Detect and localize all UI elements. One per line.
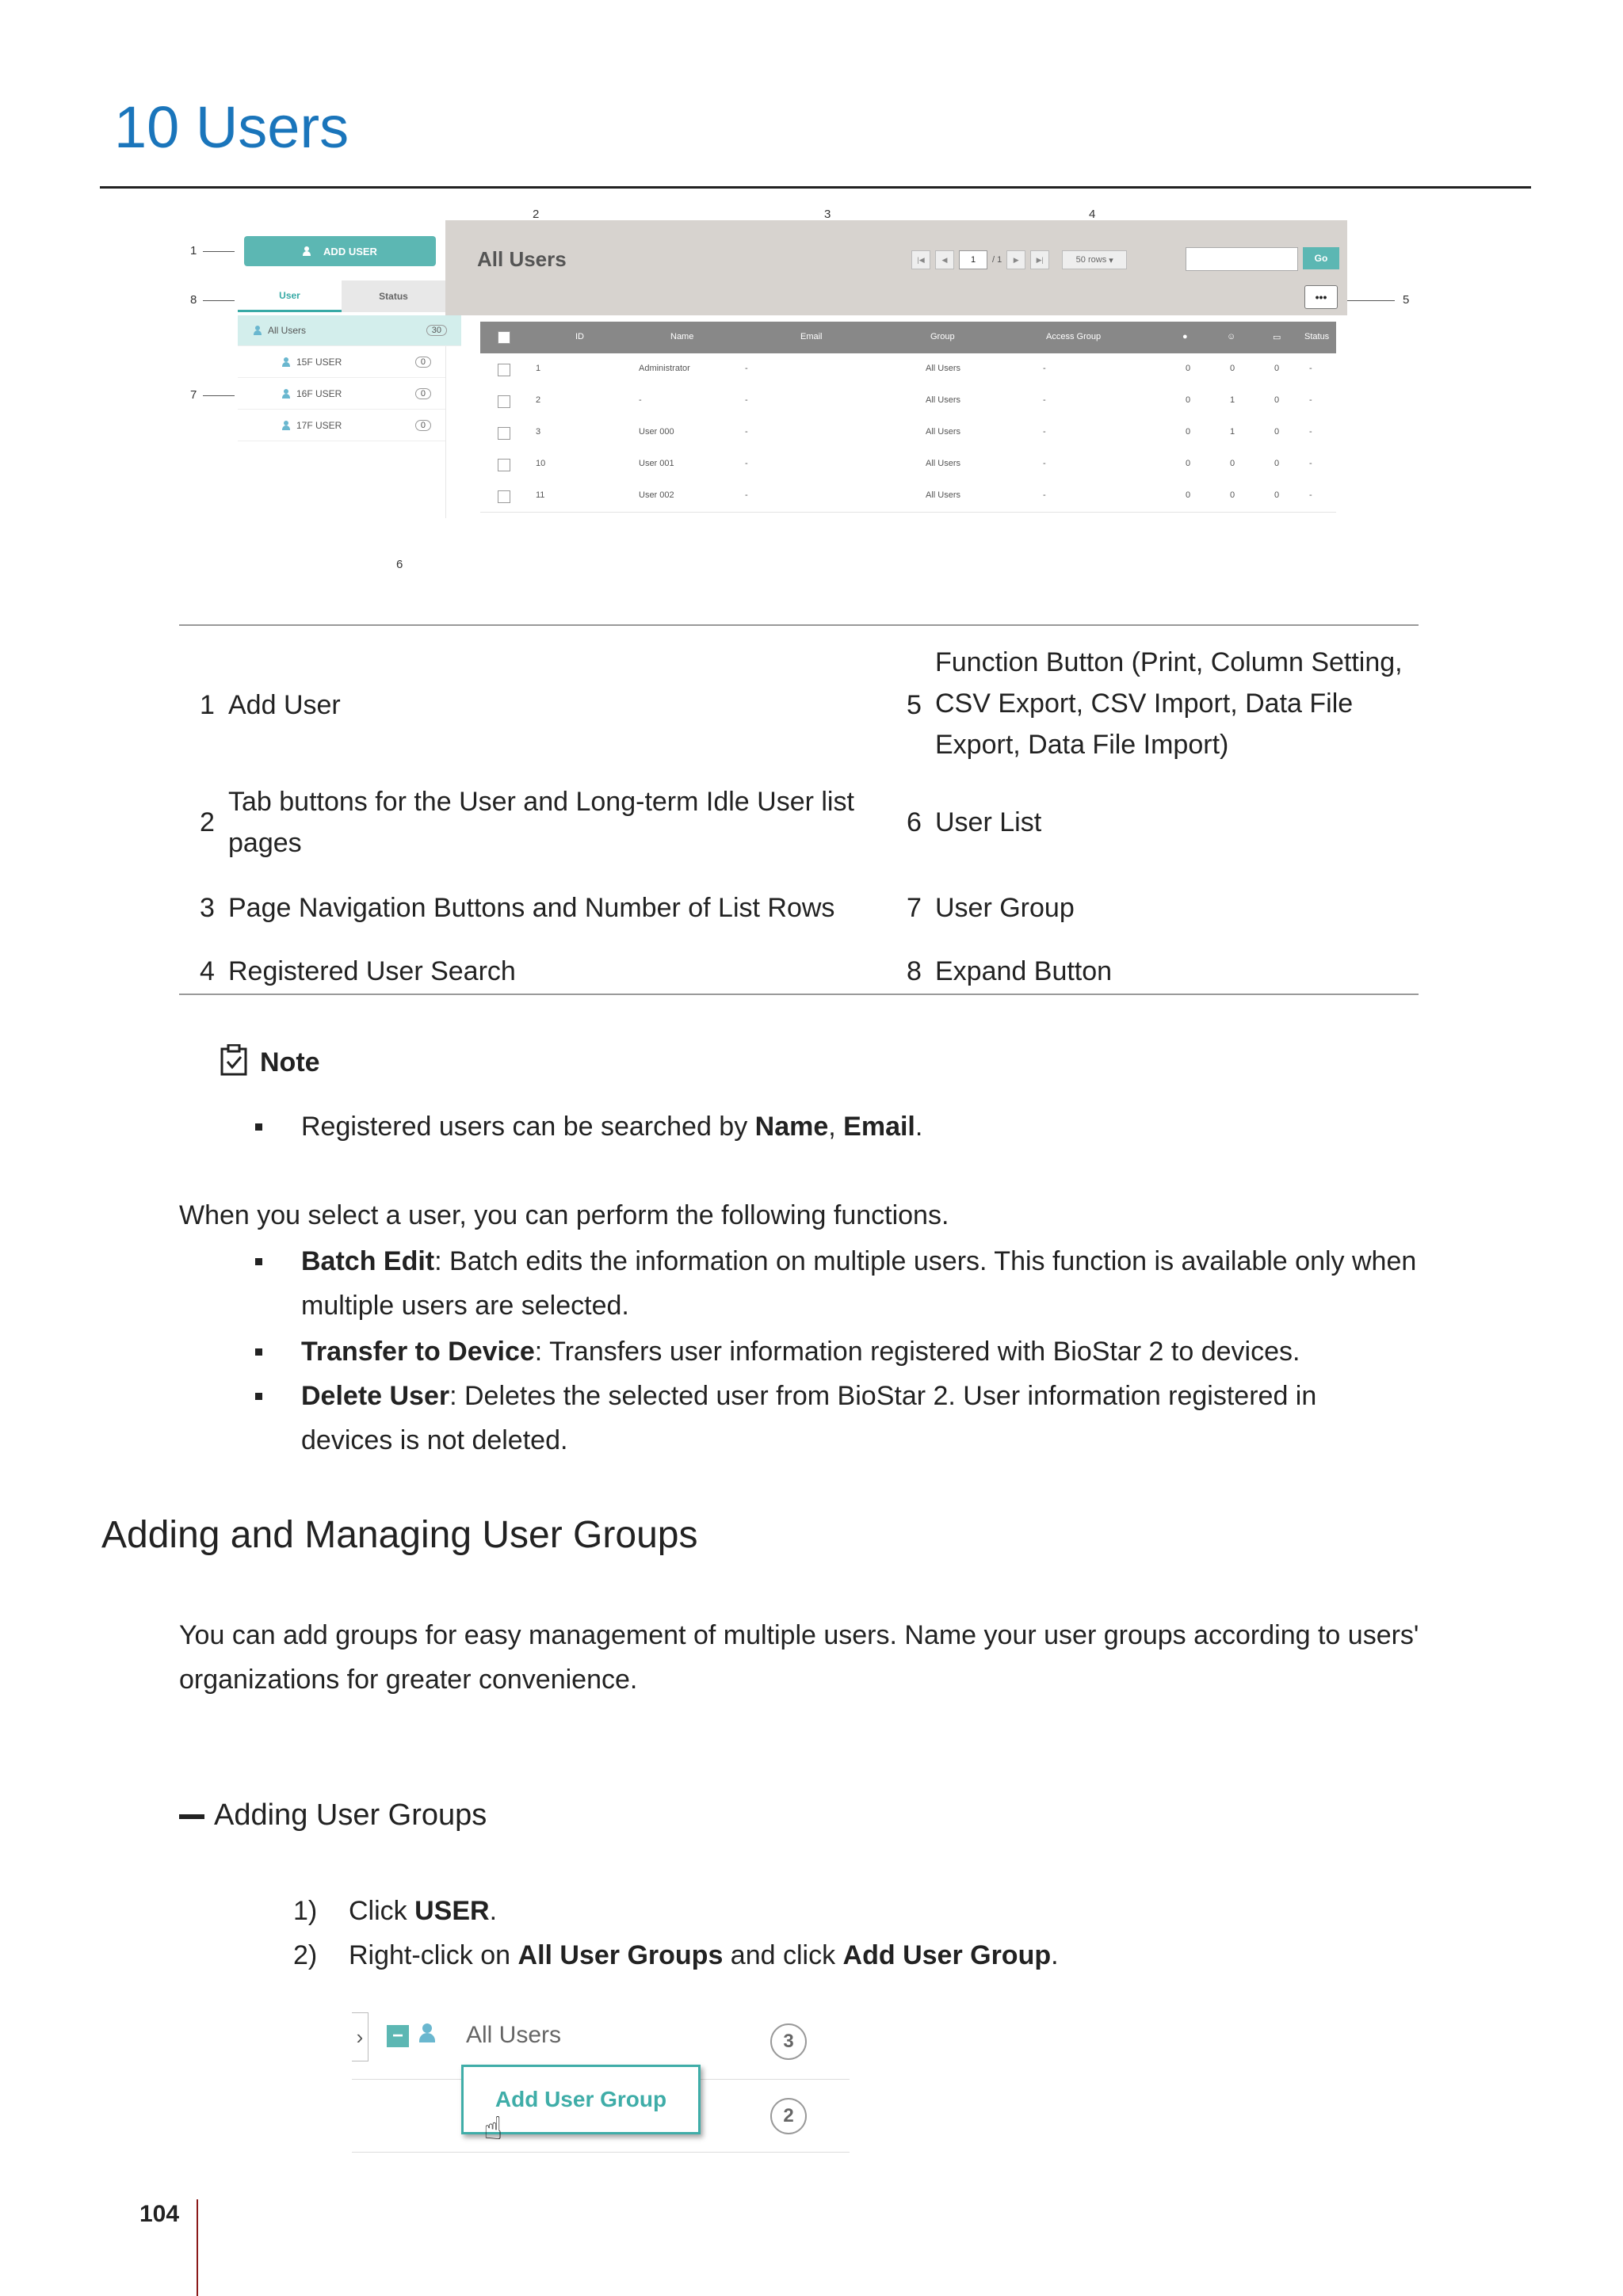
callout-line (203, 300, 235, 301)
function-desc: : Batch edits the information on multiple users. This function is available only when (434, 1246, 1417, 1276)
cell-b: 1 (1230, 395, 1235, 405)
cell-group: All Users (926, 364, 961, 373)
first-page-button[interactable]: |◀ (911, 250, 930, 269)
page-number: 104 (139, 2201, 180, 2227)
dash-icon (179, 1814, 204, 1819)
step-text: and click (723, 1940, 843, 1970)
add-user-button[interactable] (244, 236, 436, 266)
cell-email: - (745, 364, 748, 373)
tab-status[interactable]: Status (342, 280, 445, 312)
legend-num: 2 (200, 807, 215, 837)
user-search-input[interactable] (1186, 247, 1298, 271)
note-text-pre: Registered users can be searched by (301, 1112, 755, 1142)
bullet (255, 1393, 262, 1400)
group-count-badge: 2 (770, 2098, 807, 2134)
group-item-17f[interactable] (238, 410, 445, 441)
legend-num: 6 (907, 807, 922, 837)
cell-c: 0 (1274, 459, 1280, 468)
note-text (301, 1104, 922, 1149)
functions-intro: When you select a user, you can perform the following functions. (179, 1200, 949, 1230)
step-number: 2) (293, 1940, 318, 1970)
cell-access: - (1043, 395, 1046, 405)
function-item-delete (301, 1374, 1426, 1463)
cell-status: - (1309, 364, 1312, 373)
callout-6: 6 (396, 558, 403, 571)
legend-num: 3 (200, 893, 215, 923)
bullet (255, 1348, 262, 1356)
cell-id: 10 (536, 459, 546, 468)
user-icon (282, 421, 290, 430)
cell-access: - (1043, 427, 1046, 437)
step-bold: All User Groups (517, 1940, 724, 1970)
add-user-label: ADD USER (323, 245, 377, 257)
face-icon: ☺ (1227, 332, 1236, 341)
row-checkbox[interactable] (498, 395, 510, 408)
cell-id: 2 (536, 395, 541, 405)
legend-num: 8 (907, 956, 922, 986)
user-table-header (480, 322, 1336, 353)
legend-num: 4 (200, 956, 215, 986)
left-panel (238, 220, 446, 518)
step-2 (349, 1933, 1059, 1978)
card-icon: ▭ (1273, 333, 1281, 342)
group-count-badge: 3 (770, 2023, 807, 2060)
callout-2: 2 (533, 208, 540, 221)
cell-email: - (745, 490, 748, 500)
callout-8: 8 (190, 293, 197, 307)
note-sep: , (828, 1112, 844, 1142)
cell-group: All Users (926, 395, 961, 405)
cell-c: 0 (1274, 427, 1280, 437)
function-desc: : Deletes the selected user from BioStar 2. User information registered in (449, 1381, 1317, 1411)
cell-access: - (1043, 364, 1046, 373)
callout-4: 4 (1089, 208, 1096, 221)
hand-cursor-icon: ☝ (483, 2111, 503, 2146)
table-row[interactable] (480, 417, 1336, 449)
cell-c: 0 (1274, 395, 1280, 405)
last-page-button[interactable]: ▶| (1030, 250, 1049, 269)
step-bold: Add User Group (842, 1940, 1052, 1970)
cell-id: 11 (536, 490, 545, 500)
callout-1: 1 (190, 244, 197, 257)
legend-table (179, 624, 1419, 995)
group-label: 16F USER (296, 388, 342, 399)
cell-status: - (1309, 459, 1312, 468)
cell-email: - (745, 395, 748, 405)
rows-per-page-select[interactable]: 50 rows ▾ (1062, 250, 1127, 269)
divider (352, 2152, 850, 2153)
add-user-group-menu-item[interactable]: Add User Group (461, 2065, 701, 2134)
user-icon (282, 357, 290, 367)
row-checkbox[interactable] (498, 427, 510, 440)
function-item-transfer (301, 1329, 1300, 1374)
col-name: Name (670, 332, 694, 341)
row-checkbox[interactable] (498, 490, 510, 503)
cell-b: 0 (1230, 490, 1235, 500)
col-id: ID (575, 332, 584, 341)
function-desc-cont: devices is not deleted. (301, 1425, 568, 1455)
page-input[interactable]: 1 (959, 250, 987, 269)
cell-group: All Users (926, 459, 961, 468)
page-total: / 1 (992, 255, 1002, 265)
cell-b: 1 (1230, 427, 1235, 437)
callout-5: 5 (1403, 293, 1410, 307)
note-icon (220, 1044, 252, 1076)
step-text: Right-click on (349, 1940, 518, 1970)
group-label: All Users (268, 325, 307, 336)
note-bold-email: Email (843, 1112, 915, 1142)
context-menu-figure (352, 2012, 850, 2155)
cell-b: 0 (1230, 364, 1235, 373)
list-title: All Users (477, 247, 567, 271)
group-icon (419, 2023, 435, 2042)
fingerprint-icon: ● (1182, 332, 1188, 341)
row-checkbox[interactable] (498, 364, 510, 376)
group-item-all-users[interactable] (238, 315, 461, 346)
cell-access: - (1043, 490, 1046, 500)
function-term: Delete User (301, 1381, 450, 1411)
chapter-title: 10 Users (114, 94, 349, 160)
legend-text: Expand Button (935, 956, 1113, 986)
cell-c: 0 (1274, 490, 1280, 500)
cell-a: 0 (1186, 427, 1191, 437)
bullet (255, 1123, 262, 1131)
function-term: Batch Edit (301, 1246, 435, 1276)
group-label: All Users (466, 2022, 562, 2048)
step-text: . (489, 1896, 498, 1926)
cell-a: 0 (1186, 490, 1191, 500)
cell-name: Administrator (639, 364, 690, 373)
section-title: Adding and Managing User Groups (101, 1514, 698, 1556)
legend-num: 1 (200, 690, 215, 720)
col-access-group: Access Group (1046, 332, 1102, 341)
cell-a: 0 (1186, 395, 1191, 405)
step-text: . (1051, 1940, 1059, 1970)
group-count: 30 (426, 325, 447, 336)
function-menu-button[interactable]: ••• (1304, 285, 1338, 309)
cell-b: 0 (1230, 459, 1235, 468)
section-paragraph-line1: You can add groups for easy management of multiple users. Name your user groups according to users' (179, 1620, 1419, 1650)
legend-num: 5 (907, 690, 922, 720)
collapse-icon[interactable]: − (387, 2025, 409, 2047)
row-checkbox[interactable] (498, 459, 510, 471)
next-page-button[interactable]: ▶ (1006, 250, 1025, 269)
legend-text: User List (935, 807, 1042, 837)
cell-name: User 000 (639, 427, 674, 437)
col-group: Group (930, 332, 955, 341)
legend-text: Page Navigation Buttons and Number of List Rows (228, 893, 835, 923)
user-icon (282, 389, 290, 399)
tab-user[interactable]: User (238, 280, 342, 312)
step-bold: USER (414, 1896, 490, 1926)
cell-name: - (639, 395, 642, 405)
bullet (255, 1258, 262, 1265)
users-screen-figure (190, 208, 1410, 571)
group-item-15f[interactable] (238, 347, 445, 378)
cell-name: User 002 (639, 490, 674, 500)
cell-group: All Users (926, 427, 961, 437)
cell-access: - (1043, 459, 1046, 468)
legend-text: Tab buttons for the User and Long-term Idle User list pages (228, 787, 854, 858)
table-row[interactable] (480, 353, 1336, 386)
cell-id: 3 (536, 427, 541, 437)
step-number: 1) (293, 1896, 318, 1926)
section-paragraph-line2: organizations for greater convenience. (179, 1665, 638, 1695)
function-desc-cont: multiple users are selected. (301, 1291, 629, 1321)
table-row[interactable] (480, 385, 1336, 418)
group-item-16f[interactable] (238, 379, 445, 410)
group-label: 17F USER (296, 420, 342, 431)
pagination (911, 250, 1127, 269)
prev-page-button[interactable]: ◀ (935, 250, 954, 269)
chapter-divider (100, 186, 1531, 189)
user-icon (303, 246, 311, 256)
legend-text: User Group (935, 893, 1075, 923)
user-status-tabs (238, 280, 445, 312)
cell-c: 0 (1274, 364, 1280, 373)
callout-3: 3 (824, 208, 831, 221)
legend-num: 7 (907, 893, 922, 923)
cell-email: - (745, 459, 748, 468)
step-1 (349, 1889, 497, 1933)
col-email: Email (800, 332, 823, 341)
table-row[interactable] (480, 448, 1336, 481)
group-icon (254, 326, 262, 335)
search-go-button[interactable]: Go (1303, 247, 1339, 269)
callout-7: 7 (190, 388, 197, 402)
footer-rule (197, 2199, 198, 2296)
group-count: 0 (415, 420, 431, 431)
rows-label: 50 rows (1075, 255, 1107, 265)
cell-email: - (745, 427, 748, 437)
cell-status: - (1309, 490, 1312, 500)
group-count: 0 (415, 357, 431, 368)
note-end: . (915, 1112, 923, 1142)
expand-button[interactable]: › (352, 2012, 369, 2061)
legend-text: Registered User Search (228, 956, 516, 986)
callout-line (1347, 300, 1395, 301)
step-text: Click (349, 1896, 415, 1926)
note-bold-name: Name (754, 1112, 829, 1142)
cell-a: 0 (1186, 364, 1191, 373)
cell-a: 0 (1186, 459, 1191, 468)
cell-group: All Users (926, 490, 961, 500)
function-item-batch-edit (301, 1239, 1426, 1328)
table-row[interactable] (480, 480, 1336, 513)
cell-id: 1 (536, 364, 541, 373)
legend-text: Add User (228, 690, 341, 720)
group-label: 15F USER (296, 357, 342, 368)
cell-status: - (1309, 427, 1312, 437)
cell-name: User 001 (639, 459, 674, 468)
function-term: Transfer to Device (301, 1337, 535, 1367)
function-desc: : Transfers user information registered with BioStar 2 to devices. (534, 1337, 1300, 1367)
callout-line (203, 251, 235, 252)
select-all-checkbox[interactable] (498, 331, 510, 344)
legend-text: Function Button (Print, Column Setting, CSV Export, CSV Import, Data File Export, Data File Import) (935, 647, 1403, 760)
subsection-title: Adding User Groups (214, 1798, 487, 1832)
callout-line (203, 395, 235, 396)
col-status: Status (1304, 332, 1330, 341)
note-title: Note (260, 1047, 320, 1077)
group-count: 0 (415, 388, 431, 399)
cell-status: - (1309, 395, 1312, 405)
